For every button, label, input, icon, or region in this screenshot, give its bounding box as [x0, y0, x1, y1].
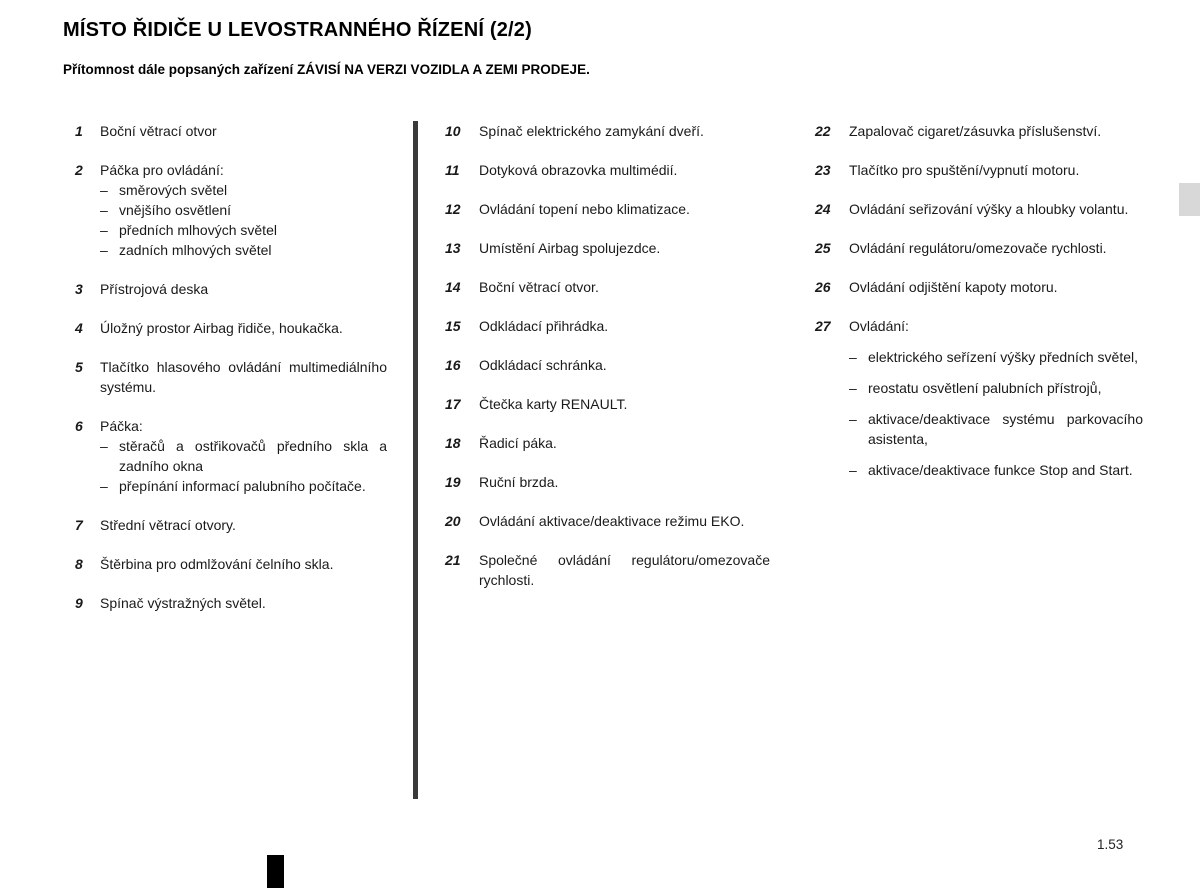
item-number: 4	[75, 320, 83, 336]
list-item	[445, 316, 770, 336]
item-subitem	[849, 347, 1143, 367]
item-text: Ruční brzda.	[479, 474, 559, 490]
list-item	[815, 199, 1143, 219]
item-body	[479, 394, 770, 414]
item-number: 22	[815, 123, 831, 139]
item-number: 5	[75, 359, 83, 375]
item-text: Čtečka karty RENAULT.	[479, 396, 628, 412]
item-number: 26	[815, 279, 831, 295]
dash-bullet: –	[100, 438, 108, 454]
item-number: 16	[445, 357, 461, 373]
print-registration-mark	[267, 855, 284, 888]
item-text: Umístění Airbag spolujezdce.	[479, 240, 661, 256]
item-text: Ovládání topení nebo klimatizace.	[479, 201, 690, 217]
column-2	[445, 121, 770, 609]
item-subitem	[100, 476, 387, 496]
item-subitem	[100, 436, 387, 476]
item-text: Tlačítko hlasového ovládání multimediálního systému.	[100, 359, 387, 395]
item-text: Ovládání regulátoru/omezovače rychlosti.	[849, 240, 1107, 256]
list-item	[815, 121, 1143, 141]
list-item	[445, 394, 770, 414]
subitem-text: vnějšího osvětlení	[119, 202, 232, 218]
dash-bullet: –	[849, 349, 857, 365]
list-item	[445, 121, 770, 141]
item-text: Páčka pro ovládání:	[100, 162, 224, 178]
page-number: 1.53	[1097, 837, 1124, 852]
item-number: 9	[75, 595, 83, 611]
item-text: Řadicí páka.	[479, 435, 557, 451]
item-text: Ovládání seřizování výšky a hloubky volantu.	[849, 201, 1129, 217]
item-number: 25	[815, 240, 831, 256]
list-item	[75, 593, 387, 613]
item-body	[100, 160, 387, 260]
page-subtitle: Přítomnost dále popsaných zařízení ZÁVISÍ NA VERZI VOZIDLA A ZEMI PRODEJE.	[63, 62, 590, 77]
item-text: Boční větrací otvor	[100, 123, 217, 139]
dash-bullet: –	[849, 462, 857, 478]
item-number: 18	[445, 435, 461, 451]
list-item	[445, 355, 770, 375]
item-body	[100, 318, 387, 338]
item-text: Páčka:	[100, 418, 143, 434]
list-item	[815, 316, 1143, 480]
item-subitem	[100, 180, 387, 200]
dash-bullet: –	[100, 202, 108, 218]
item-body	[479, 355, 770, 375]
dash-bullet: –	[100, 478, 108, 494]
list-item	[75, 416, 387, 496]
item-body	[100, 416, 387, 496]
item-body	[479, 121, 770, 141]
item-number: 14	[445, 279, 461, 295]
list-item	[445, 511, 770, 531]
subitem-text: směrových světel	[119, 182, 228, 198]
item-number: 1	[75, 123, 83, 139]
subitem-text: elektrického seřízení výšky předních světel,	[868, 349, 1139, 365]
list-item	[75, 357, 387, 397]
item-body	[100, 279, 387, 299]
list-item	[445, 472, 770, 492]
item-text: Spínač elektrického zamykání dveří.	[479, 123, 704, 139]
item-subitem	[100, 220, 387, 240]
item-body	[100, 515, 387, 535]
list-columns	[75, 121, 1143, 799]
item-body	[479, 472, 770, 492]
item-number: 23	[815, 162, 831, 178]
item-text: Odkládací přihrádka.	[479, 318, 609, 334]
item-text: Ovládání odjištění kapoty motoru.	[849, 279, 1058, 295]
item-body	[100, 593, 387, 613]
item-number: 2	[75, 162, 83, 178]
item-body	[479, 238, 770, 258]
item-subitem	[100, 240, 387, 260]
item-body	[849, 277, 1143, 297]
page-title: MÍSTO ŘIDIČE U LEVOSTRANNÉHO ŘÍZENÍ (2/2)	[63, 19, 532, 41]
item-subitem	[849, 409, 1143, 449]
item-text: Odkládací schránka.	[479, 357, 607, 373]
item-body	[849, 199, 1143, 219]
subitem-text: aktivace/deaktivace funkce Stop and Start.	[868, 462, 1133, 478]
list-item	[445, 277, 770, 297]
item-number: 11	[445, 162, 460, 178]
item-number: 7	[75, 517, 83, 533]
dash-bullet: –	[849, 380, 857, 396]
item-body	[849, 238, 1143, 258]
item-body	[479, 433, 770, 453]
dash-bullet: –	[100, 242, 108, 258]
item-text: Ovládání aktivace/deaktivace režimu EKO.	[479, 513, 745, 529]
item-number: 12	[445, 201, 461, 217]
item-number: 17	[445, 396, 461, 412]
subitem-text: předních mlhových světel	[119, 222, 277, 238]
item-number: 24	[815, 201, 831, 217]
item-number: 19	[445, 474, 461, 490]
item-number: 6	[75, 418, 83, 434]
item-text: Spínač výstražných světel.	[100, 595, 266, 611]
item-text: Společné ovládání regulátoru/omezovače rychlosti.	[479, 552, 770, 588]
item-body	[479, 316, 770, 336]
list-item	[445, 160, 770, 180]
item-text: Boční větrací otvor.	[479, 279, 599, 295]
item-text: Úložný prostor Airbag řidiče, houkačka.	[100, 320, 343, 336]
item-text: Štěrbina pro odmlžování čelního skla.	[100, 556, 334, 572]
item-subitem	[100, 200, 387, 220]
list-item	[75, 554, 387, 574]
item-text: Tlačítko pro spuštění/vypnutí motoru.	[849, 162, 1080, 178]
list-item	[815, 277, 1143, 297]
subitem-text: přepínání informací palubního počítače.	[119, 478, 366, 494]
item-subitem	[849, 460, 1143, 480]
item-body	[849, 121, 1143, 141]
item-number: 20	[445, 513, 461, 529]
item-body	[849, 316, 1143, 480]
dash-bullet: –	[100, 222, 108, 238]
column-1	[75, 121, 387, 632]
list-item	[445, 550, 770, 590]
column-divider	[413, 121, 418, 799]
item-body	[849, 160, 1143, 180]
item-text: Střední větrací otvory.	[100, 517, 236, 533]
item-number: 3	[75, 281, 83, 297]
item-body	[479, 199, 770, 219]
chapter-side-tab	[1179, 183, 1200, 216]
item-number: 13	[445, 240, 461, 256]
item-number: 10	[445, 123, 461, 139]
item-number: 21	[445, 552, 461, 568]
list-item	[445, 433, 770, 453]
item-body	[479, 277, 770, 297]
column-3	[815, 121, 1143, 499]
list-item	[75, 318, 387, 338]
item-number: 15	[445, 318, 461, 334]
item-text: Dotyková obrazovka multimédií.	[479, 162, 678, 178]
list-item	[75, 515, 387, 535]
dash-bullet: –	[100, 182, 108, 198]
item-body	[100, 554, 387, 574]
item-text: Zapalovač cigaret/zásuvka příslušenství.	[849, 123, 1102, 139]
list-item	[815, 238, 1143, 258]
list-item	[75, 160, 387, 260]
item-body	[479, 160, 770, 180]
subitem-text: zadních mlhových světel	[119, 242, 272, 258]
item-number: 8	[75, 556, 83, 572]
subitem-text: reostatu osvětlení palubních přístrojů,	[868, 380, 1102, 396]
subitem-text: aktivace/deaktivace systému parkovacího asistenta,	[868, 411, 1143, 447]
dash-bullet: –	[849, 411, 857, 427]
list-item	[75, 121, 387, 141]
subitem-text: stěračů a ostřikovačů předního skla a zadního okna	[119, 438, 387, 474]
item-subitem	[849, 378, 1143, 398]
item-text: Ovládání:	[849, 318, 909, 334]
list-item	[75, 279, 387, 299]
list-item	[445, 199, 770, 219]
item-body	[479, 511, 770, 531]
item-body	[479, 550, 770, 590]
item-number: 27	[815, 318, 831, 334]
list-item	[445, 238, 770, 258]
item-body	[100, 357, 387, 397]
item-text: Přístrojová deska	[100, 281, 209, 297]
item-body	[100, 121, 387, 141]
list-item	[815, 160, 1143, 180]
